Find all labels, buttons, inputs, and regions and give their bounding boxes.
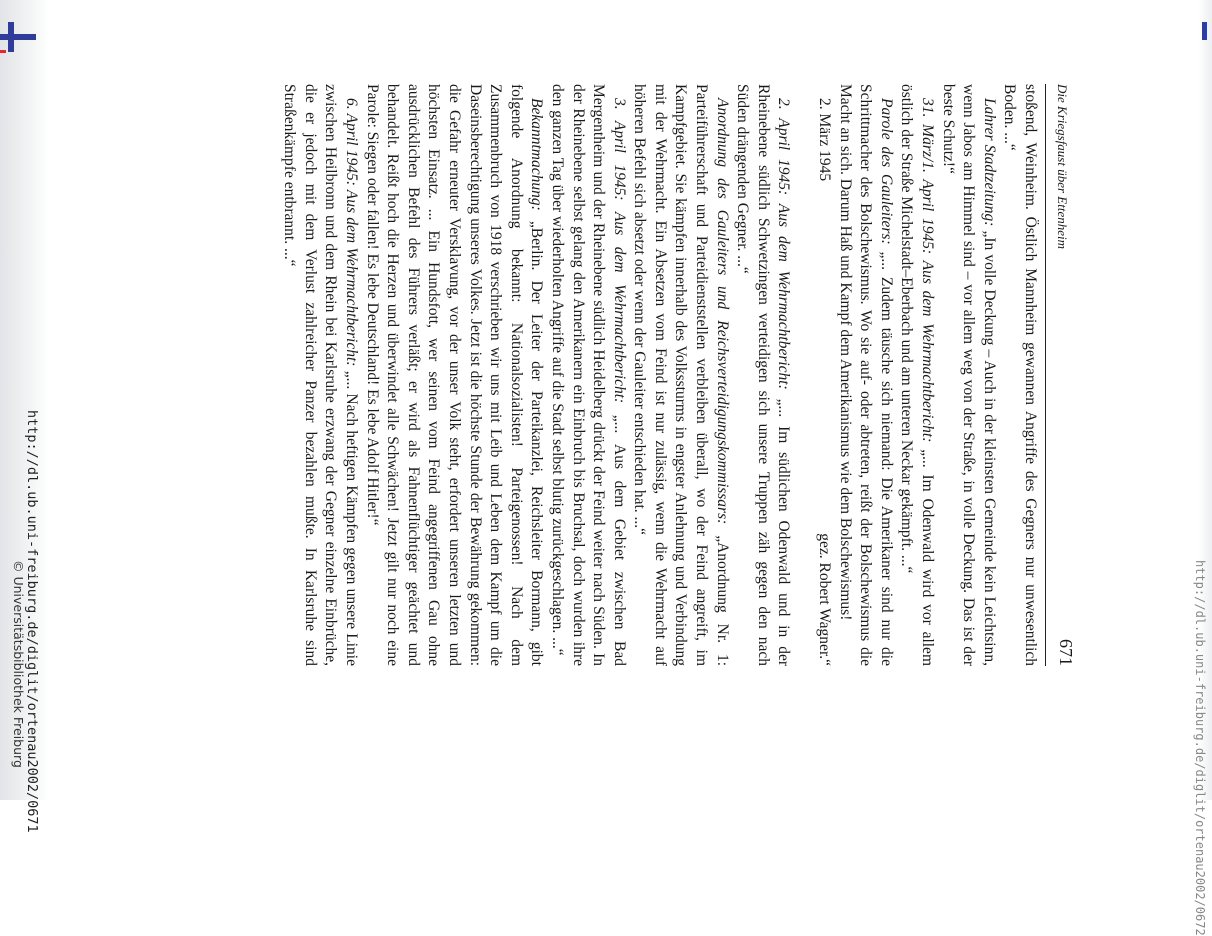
signature-line: 2. März 1945 gez. Robert Wagner.“ bbox=[816, 98, 834, 666]
paragraph: stoßend, Weinheim. Östlich Mannheim gewannen Angriffe des Gegners nur unwesentlich Boden. ...“ bbox=[1001, 84, 1039, 666]
source-url-next: http://dl.ub.uni-freiburg.de/diglit/ortenau2002/0672 bbox=[1193, 560, 1207, 936]
source-url[interactable]: http://dl.ub.uni-freiburg.de/diglit/ortenau2002/0671 bbox=[24, 410, 40, 833]
header-rule bbox=[1045, 84, 1046, 666]
running-head bbox=[1048, 84, 1076, 666]
book-page bbox=[120, 56, 1080, 666]
running-title: Die Kriegsfaust über Ettenheim bbox=[1055, 84, 1070, 250]
paragraph: 6. April 1945: Aus dem Wehrmachtbericht: „... Nach heftigen Kämpfen gegen unsere Linie zwischen Heilbronn und dem Rhein bei Karlsruhe erzwang der Gegner einzelne Einbrüche, die er jedoch mit dem Verlust zahlreicher Panzer bezahlen mußte. In Karlsruhe sind Straßenkämpfe entbrannt. ...“ bbox=[281, 84, 360, 666]
library-logo-icon-right bbox=[1198, 22, 1212, 42]
library-logo-icon bbox=[0, 22, 40, 52]
paragraph: Lahrer Stadtzeitung: „In volle Deckung – Auch in der kleinsten Gemeinde kein Leichtsinn, wenn Jabos am Himmel sind – vor allem weg von der Straße, in volle Deckung. Das ist der beste Schutz!“ bbox=[939, 84, 998, 666]
paragraph: Parole des Gauleiters: „... Zudem täusche sich niemand: Die Amerikaner sind nur die Schrittmacher des Bolschewismus. Wo sie auf- oder abtreten, reißt der Bolschewismus die Macht an sich. Darum Haß und Kampf dem Amerikanismus wie dem Bolschewismus! bbox=[836, 84, 895, 666]
paragraph: 2. April 1945: Aus dem Wehrmachtbericht: „... Im südlichen Odenwald und in der Rheinebene südlich Schwetzingen verteidigen sich unsere Truppen zäh gegen den nach Süden drängenden Gegner. ...“ bbox=[734, 84, 793, 666]
paragraph: Anordnung des Gauleiters und Reichsverteidigungskommissars: „Anordnung Nr. 1: Parteiführerschaft und Parteidienststellen verbleiben überall, wo der Feind angreift, im Kampfgebiet. Sie kämpfen innerhalb des Volkssturms in engster Anlehnung und Verbindung mit der Wehrmacht. Ein Absetzen vom Feind ist nur zulässig, wenn die Wehrmacht auf höheren Befehl sich absetzt oder wenn der Gauleiter entschieden hat. ...“ bbox=[631, 84, 731, 666]
paragraph: Bekanntmachung: „Berlin. Der Leiter der Parteikanzlei, Reichsleiter Bormann, gibt folgende Anordnung bekannt: Nationalsozialisten! Parteigenossen! Nach dem Zusammenbruch von 1918 verschrieben wir uns mit Leib und Leben dem Kampf um die Daseinsberechtigung unseres Volkes. Jetzt ist die höchste Stunde der Bewährung gekommen: die Gefahr erneuter Versklavung, vor der unser Volk steht, erfordert unseren letzten und höchsten Einsatz. ... Ein Hundsfott, wer seinen vom Feind angegriffenen Gau ohne ausdrücklichen Befehl des Führers verläßt; er wird als Fahnenflüchtiger geächtet und behandelt. Reißt hoch die Herzen und überwindet alle Schwächen! Jetzt gilt nur noch eine Parole: Siegen oder fallen! Es lebe Deutschland! Es lebe Adolf Hitler!“ bbox=[363, 84, 546, 666]
page-number: 671 bbox=[1056, 639, 1076, 666]
page-body bbox=[281, 84, 1040, 666]
paragraph: 31. März/1. April 1945: Aus dem Wehrmachtbericht: „... Im Odenwald wird vor allem östlich der Straße Michelstadt–Eberbach und am unteren Neckar gekämpft. ...“ bbox=[898, 84, 937, 666]
paragraph: 3. April 1945: Aus dem Wehrmachtbericht: „... Aus dem Gebiet zwischen Bad Mergentheim und der Rheinebene südlich Heidelberg drückt der Feind weiter nach Süden. In der Rheinebene selbst gelang den Amerikanern ein Einbruch bis Bruchsal, doch wurden ihre den ganzen Tag über wiederholten Angriffe auf die Stadt selbst blutig zurückgeschlagen. ...“ bbox=[548, 84, 628, 666]
copyright-notice: © Universitätsbibliothek Freiburg bbox=[11, 560, 26, 768]
